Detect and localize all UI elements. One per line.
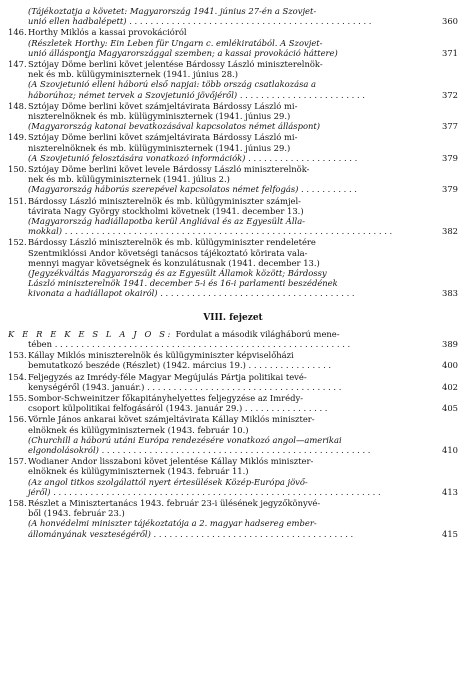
entry-title-line — [8, 403, 458, 413]
entry-text: Sztójay Döme berlini követ levele Bárdossy László miniszterelnök- — [28, 164, 310, 175]
entry-title-line — [8, 237, 458, 247]
entry-text: (A honvédelmi miniszter tájékoztatója a 2. magyar hadsereg ember- — [28, 518, 317, 529]
page-number: 371 — [439, 48, 458, 58]
entry-annotation-line — [8, 16, 458, 26]
entry-annotation-line — [8, 445, 458, 455]
entry-number: 146. — [8, 27, 27, 38]
page-number: 383 — [439, 288, 458, 298]
entry-title-line — [8, 508, 458, 518]
page-number: 382 — [439, 226, 458, 236]
entry-number: 153. — [8, 350, 27, 361]
entry-text: elgondolásokról) . . . . . . . . . . . . . . . . . . . . . . . . . . . . . . . . . . . . . . . . . . . . . . . . . . . — [28, 444, 371, 455]
entry-title-line — [8, 456, 458, 466]
chapter-intro-entry — [8, 329, 458, 349]
entry-title-line — [8, 382, 458, 392]
toc-entry — [8, 372, 458, 392]
intro-title-continued: tében . . . . . . . . . . . . . . . . . . . . . . . . . . . . . . . . . . . . . . . . . . . . . . . . . . . . . . . . — [28, 338, 351, 349]
entry-title-line — [8, 466, 458, 476]
entry-text: nek és mb. külügyminiszternek (1941. június 28.) — [28, 69, 238, 80]
entry-text: (Tájékoztatja a követet: Magyarország 1941. június 27-én a Szovjet- — [28, 6, 317, 16]
entry-title-line — [8, 360, 458, 370]
entry-text: (A Szovjetunió elleni háború első napjai: több ország csatlakozása a — [28, 79, 317, 90]
entry-annotation-line — [8, 6, 458, 16]
page-number: 405 — [439, 403, 458, 413]
entry-number: 150. — [8, 164, 27, 175]
entry-annotation-line — [8, 153, 458, 163]
entry-number: 149. — [8, 132, 27, 143]
page-number: 389 — [439, 339, 458, 349]
entry-title-line — [8, 101, 458, 111]
entry-annotation-line — [8, 79, 458, 89]
entry-text: (Magyarország katonai bevatkozásával kapcsolatos német álláspont) — [28, 121, 321, 132]
entry-text: Bárdossy László miniszterelnök és mb. külügyminiszter számjel- — [28, 195, 302, 206]
entry-number: 157. — [8, 456, 27, 467]
entry-text: (Magyarország háborús szerepével kapcsolatos német felfogás) . . . . . . . . . . . — [28, 184, 357, 195]
entry-text: háborúhoz; német tervek a Szovjetunió jövőjéről) . . . . . . . . . . . . . . . . . . . . . . . . — [28, 89, 365, 100]
toc-entries-bottom — [8, 350, 458, 539]
toc-entry — [8, 498, 458, 539]
entry-number: 151. — [8, 195, 27, 206]
toc-entry — [8, 196, 458, 237]
entry-annotation-line — [8, 278, 458, 288]
entry-annotation-line — [8, 216, 458, 226]
entry-text: Feljegyzés az Imrédy-féle Magyar Megújulás Pártja politikai tevé- — [28, 371, 307, 382]
entry-title-line — [8, 111, 458, 121]
entry-text: mennyi magyar követségnek és konzulátusnak (1941. december 13.) — [28, 257, 320, 268]
entry-text: Sztójay Döme berlini követ számjeltávirata Bárdossy László mi- — [28, 100, 298, 111]
entry-text: Horthy Miklós a kassai provokációról — [28, 27, 187, 38]
entry-text: László miniszterelnök 1941. december 5-i és 16-i parlamenti beszédének — [28, 278, 338, 289]
toc-entry — [8, 414, 458, 455]
entry-number: 154. — [8, 371, 27, 382]
entry-text: bemutatkozó beszéde (Részlet) (1942. március 19.) . . . . . . . . . . . . . . . . — [28, 360, 332, 371]
entry-text: elnöknek és külügyminiszternek (1943. február 10.) — [28, 424, 249, 435]
entry-text: (Jegyzékváltás Magyarország és az Egyesült Államok között; Bárdossy — [28, 268, 327, 279]
page-number: 415 — [439, 529, 458, 539]
entry-annotation-line — [8, 487, 458, 497]
page-number: 377 — [439, 121, 458, 131]
entry-annotation-line — [8, 90, 458, 100]
entry-number: 156. — [8, 414, 27, 425]
entry-title-line — [8, 59, 458, 69]
toc-entry — [8, 164, 458, 195]
page-number: 379 — [439, 153, 458, 163]
entry-text: (Az angol titkos szolgálattól nyert értesülések Közép-Európa jövő- — [28, 476, 308, 487]
page-number: 410 — [439, 445, 458, 455]
entry-text: (Magyarország hadiállapotba kerül Angliával és az Egyesült Álla- — [28, 216, 306, 227]
entry-annotation-line — [8, 184, 458, 194]
toc-entry — [8, 27, 458, 58]
page-number: 402 — [439, 382, 458, 392]
entry-title-line — [8, 425, 458, 435]
entry-text: Szentmiklóssi Andor követségi tanácsos tájékoztató körirata vala- — [28, 247, 308, 258]
entry-title-line — [8, 174, 458, 184]
entry-text: Sztójay Döme berlini követ számjeltávirata Bárdossy László mi- — [28, 132, 298, 143]
entry-title-line — [8, 196, 458, 206]
entry-title-line — [8, 27, 458, 37]
page-number: 379 — [439, 184, 458, 194]
page-number: 400 — [439, 360, 458, 370]
page-number: 360 — [439, 16, 458, 26]
toc-entry — [8, 350, 458, 370]
entry-number: 147. — [8, 59, 27, 70]
entry-title-line — [8, 498, 458, 508]
entry-annotation-line — [8, 435, 458, 445]
toc-entry — [8, 237, 458, 298]
entry-text: Sztójay Döme berlini követ jelentése Bárdossy László miniszterelnök- — [28, 59, 323, 70]
toc-entry — [8, 393, 458, 413]
intro-title: Fordulat a második világháború mene- — [175, 328, 340, 339]
entry-title-line — [8, 132, 458, 142]
entry-title-line — [8, 350, 458, 360]
entry-text: ből (1943. február 23.) — [28, 508, 125, 519]
entry-text: niszterelnöknek és mb. külügyminiszternek (1941. június 29.) — [28, 142, 291, 153]
entry-text: unió állásponţja Magyarországgal szemben; a kassai provokáció háttere) — [28, 47, 338, 58]
toc-entry — [8, 456, 458, 497]
entry-text: (Részletek Horthy: Ein Leben für Ungarn c. emlékiratából. A Szovjet- — [28, 37, 323, 48]
entry-text: jéről) . . . . . . . . . . . . . . . . . . . . . . . . . . . . . . . . . . . . . . . . . . . . . . . . . . . . . . . . . . . . . . — [28, 486, 381, 497]
entry-annotation-line — [8, 477, 458, 487]
entry-title-line — [8, 206, 458, 216]
entry-text: mokkal) . . . . . . . . . . . . . . . . . . . . . . . . . . . . . . . . . . . . . . . . . . . . . . . . . . . . . . . . . . . . . . — [28, 226, 393, 237]
entry-annotation-line — [8, 529, 458, 539]
entry-annotation-line — [8, 226, 458, 236]
entry-title-line — [8, 164, 458, 174]
entry-annotation-line — [8, 518, 458, 528]
entry-title-line — [8, 258, 458, 268]
toc-entry — [8, 59, 458, 100]
entry-title-line — [8, 393, 458, 403]
entry-annotation-line — [8, 288, 458, 298]
entry-text: állományának veszteségéről) . . . . . . . . . . . . . . . . . . . . . . . . . . . . . . . . . . . . . . — [28, 528, 354, 539]
entry-text: elnöknek és külügyminiszternek (1943. február 11.) — [28, 466, 249, 477]
toc-entry — [8, 132, 458, 163]
toc-entry — [8, 6, 458, 26]
entry-text: csoport külpolitikai felfogásáról (1943. január 29.) . . . . . . . . . . . . . . . . — [28, 403, 328, 414]
entry-annotation-line — [8, 38, 458, 48]
entry-text: kivonata a hadiállapot okairól) . . . . . . . . . . . . . . . . . . . . . . . . . . . . . . . . . . . . . — [28, 288, 355, 299]
entry-annotation-line — [8, 268, 458, 278]
entry-text: (A Szovjetunió felosztására vonatkozó információk) . . . . . . . . . . . . . . . . . . . . . — [28, 152, 358, 163]
entry-text: Részlet a Minisztertanács 1943. február 23-i ülésének jegyzőkönyvé- — [28, 497, 321, 508]
page-number: 372 — [439, 90, 458, 100]
entry-text: unió ellen hadbalépett) . . . . . . . . . . . . . . . . . . . . . . . . . . . . . . . . . . . . . . . . . . . . . . — [28, 16, 372, 27]
entry-title-line — [8, 143, 458, 153]
entry-number: 158. — [8, 497, 27, 508]
entry-text: Vörnle János ankarai követ számjeltávirata Kállay Miklós miniszter- — [28, 414, 315, 425]
entry-text: kenységéről (1943. január.) . . . . . . . . . . . . . . . . . . . . . . . . . . . . . . . . . . . . . — [28, 381, 342, 392]
entry-title-line — [8, 414, 458, 424]
intro-author: K E R E K E S L A J O S: — [8, 328, 173, 339]
entry-number: 152. — [8, 237, 27, 248]
entry-text: nek és mb. külügyminiszternek (1941. július 2.) — [28, 174, 230, 185]
entry-number: 155. — [8, 392, 27, 403]
entry-text: Sombor-Schweinitzer főkapitányhelyettes feljegyzése az Imrédy- — [28, 392, 304, 403]
entry-annotation-line — [8, 48, 458, 58]
entry-title-line — [8, 248, 458, 258]
toc-entry — [8, 101, 458, 132]
page-number: 413 — [439, 487, 458, 497]
entry-text: távirata Nagy György stockholmi követnek (1941. december 13.) — [28, 205, 304, 216]
toc-entries-top — [8, 6, 458, 299]
entry-number: 148. — [8, 100, 27, 111]
entry-text: Kállay Miklós miniszterelnök és külügyminiszter képviselőházi — [28, 350, 294, 361]
entry-text: niszterelnöknek és mb. külügyminiszternek (1941. június 29.) — [28, 111, 291, 122]
entry-text: Wodianer Andor lisszaboni követ jelentése Kállay Miklós miniszter- — [28, 456, 314, 467]
entry-title-line — [8, 69, 458, 79]
entry-text: (Churchill a háború utáni Európa rendezésére vonatkozó angol—amerikai — [28, 434, 342, 445]
entry-annotation-line — [8, 121, 458, 131]
entry-title-line — [8, 372, 458, 382]
entry-text: Bárdossy László miniszterelnök és mb. külügyminiszter rendeletére — [28, 237, 316, 248]
chapter-title: VIII. fejezet — [203, 312, 263, 323]
